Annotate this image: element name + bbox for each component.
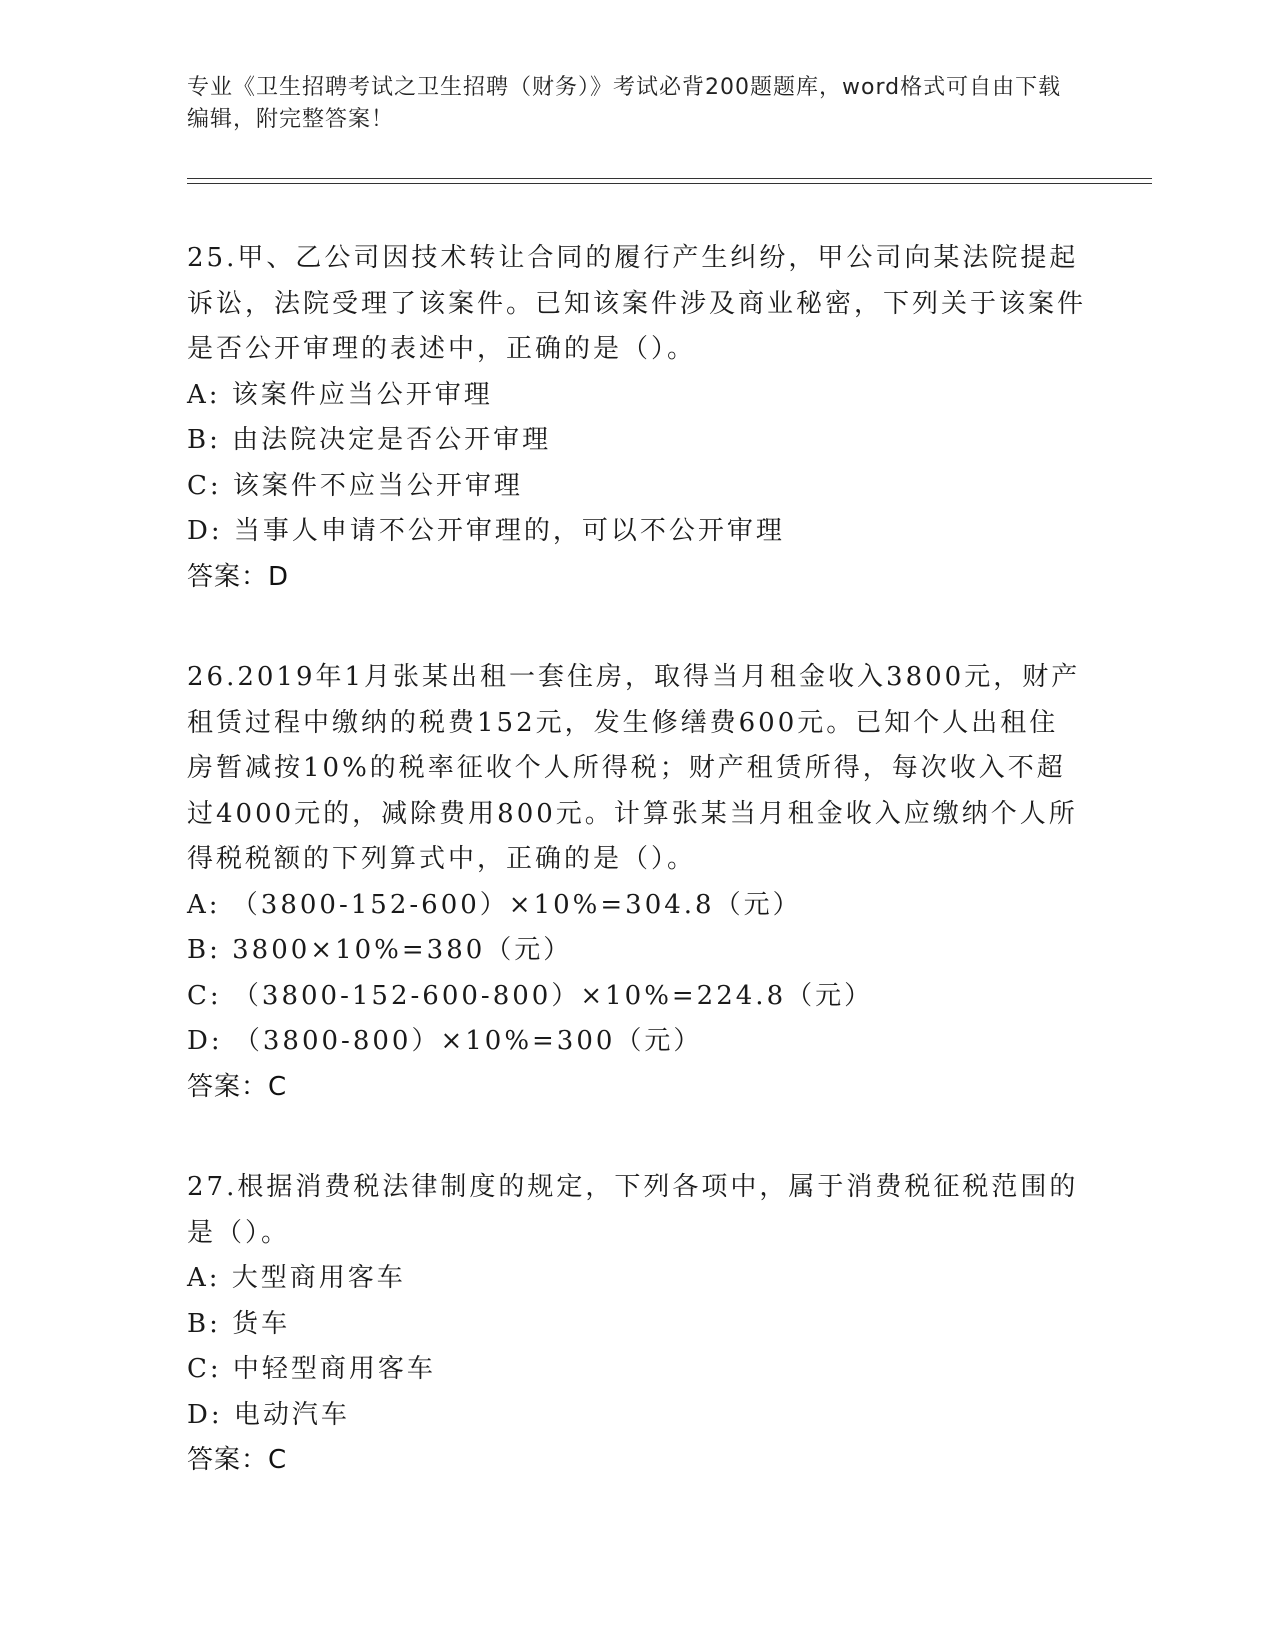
option-c: C: 中轻型商用客车 xyxy=(187,1354,436,1384)
header-divider-bottom xyxy=(187,183,1152,184)
option-d: D: （3800-800）×10%=300（元） xyxy=(187,1026,703,1056)
answer-label: 答案：C xyxy=(187,1445,288,1475)
question-26 xyxy=(187,655,1087,1110)
option-d: D: 当事人申请不公开审理的，可以不公开审理 xyxy=(187,516,785,546)
option-c: C: （3800-152-600-800）×10%=224.8（元） xyxy=(187,980,874,1011)
question-stem: 26.2019年1月张某出租一套住房，取得当月租金收入3800元，财产租赁过程中缴纳的税费152元，发生修缮费600元。已知个人出租住房暂减按10%的税率征收个人所得税；财产租赁所得，每次收入不超过4000元的，减除费用800元。计算张某当月租金收入应缴纳个人所得税税额的下列算式中，正确的是（）。 xyxy=(187,662,1081,874)
question-25 xyxy=(187,236,1087,600)
question-stem: 25.甲、乙公司因技术转让合同的履行产生纠纷，甲公司向某法院提起诉讼，法院受理了该案件。已知该案件涉及商业秘密，下列关于该案件是否公开审理的表述中，正确的是（）。 xyxy=(187,243,1087,364)
question-list xyxy=(187,236,1087,1539)
option-b: B: 3800×10%=380（元） xyxy=(187,935,573,965)
document-intro: 专业《卫生招聘考试之卫生招聘（财务）》考试必背200题题库，word格式可自由下载编辑，附完整答案！ xyxy=(187,75,1062,132)
option-d: D: 电动汽车 xyxy=(187,1399,350,1430)
option-a: A: （3800-152-600）×10%=304.8（元） xyxy=(187,889,802,920)
option-b: B: 货车 xyxy=(187,1308,291,1339)
option-a: A: 该案件应当公开审理 xyxy=(187,379,493,410)
answer-label: 答案：D xyxy=(187,561,290,592)
option-b: B: 由法院决定是否公开审理 xyxy=(187,425,552,455)
option-a: A: 大型商用客车 xyxy=(187,1263,406,1293)
question-27 xyxy=(187,1165,1087,1484)
header-divider-top xyxy=(187,178,1152,179)
option-c: C: 该案件不应当公开审理 xyxy=(187,470,523,501)
answer-label: 答案：C xyxy=(187,1071,288,1102)
question-stem: 27.根据消费税法律制度的规定，下列各项中，属于消费税征税范围的是（）。 xyxy=(187,1172,1079,1248)
